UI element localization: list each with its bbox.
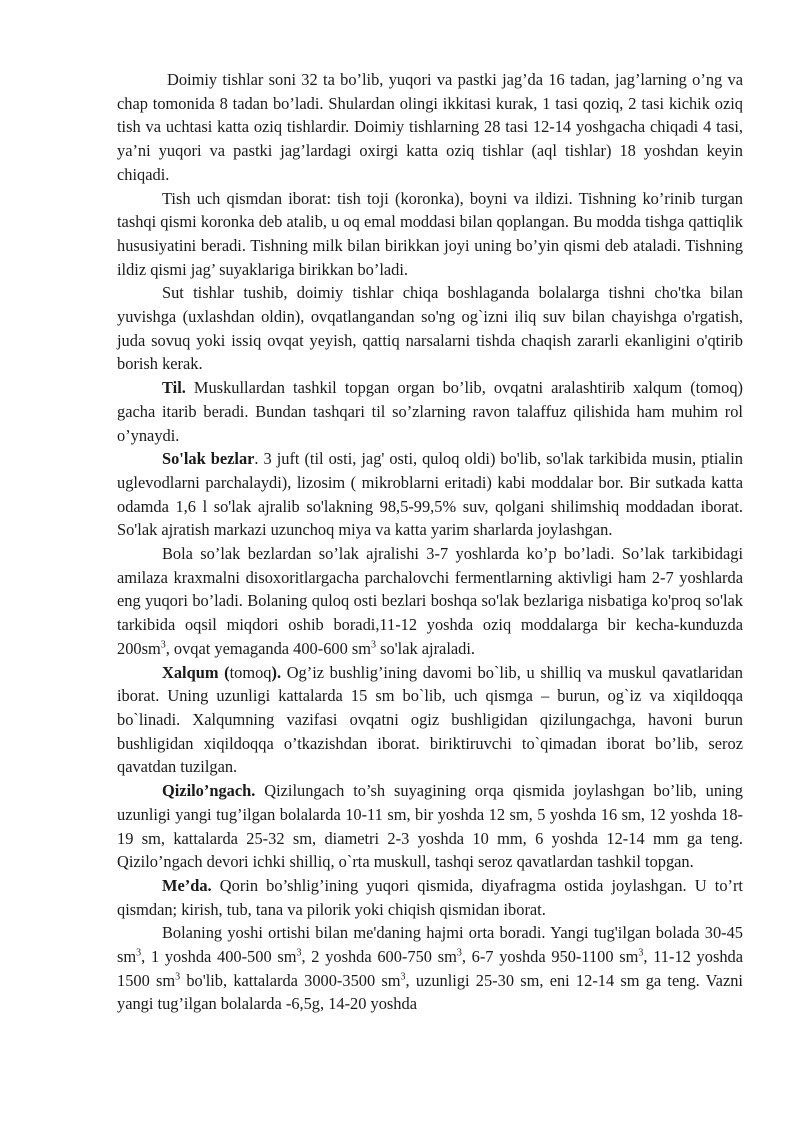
bold-term: Me’da. [162, 875, 212, 895]
paragraph [117, 68, 743, 187]
bold-term: Xalqum ( [162, 662, 230, 682]
text-run: Sut tishlar tushib, doimiy tishlar chiqa boshlaganda bolalarga tishni cho'tka bilan yuvishga (uxlashdan oldin), ovqatlangandan so'ng og`izni iliq suv bilan chayishga o'rgatish, juda sovuq yoki issiq ovqat yeyish, qattiq narsalarni tishda chaqish zararli ekanligini o'qtirib borish kerak. [117, 283, 743, 374]
bold-term: So'lak bezlar [162, 449, 255, 469]
document-page [117, 68, 743, 1016]
bold-term: ). [271, 662, 282, 682]
bold-term: Qizilo’ngach. [162, 781, 256, 801]
superscript: 3 [371, 639, 377, 651]
paragraph [117, 447, 743, 542]
superscript: 3 [638, 947, 644, 959]
paragraph [117, 874, 743, 921]
paragraph [117, 542, 743, 661]
superscript: 3 [175, 971, 181, 983]
text-run: . 3 juft (til osti, jag' osti, quloq oldi) bo'lib, so'lak tarkibida musin, ptialin uglevodlarni parchalaydi), lizosim ( mikroblarni eritadi) kabi moddalar bor. Bir sutkada katta odamda 1,6 l so'lak ajralib so'lakning 98,5-99,5% suv, qolgani shilimshiq moddadan iborat. So'lak ajratish markazi uzunchoq miya va katta yarim sharlarda joylashgan. [117, 449, 743, 540]
text-run: Tish uch qismdan iborat: tish toji (koronka), boyni va ildizi. Tishning ko’rinib turgan tashqi qismi koronka deb atalib, u oq emal moddasi bilan qoplangan. Bu modda tishga qattiqlik hususiyatini beradi. Tishning milk bilan birikkan joyi uning bo’yin qismi deb ataladi. Tishning ildiz qismi jag’ suyaklariga birikkan bo’ladi. [117, 188, 743, 279]
bold-term: Til. [162, 378, 186, 398]
text-run: , 6-7 yoshda 950-1100 sm [461, 947, 639, 967]
superscript: 3 [456, 947, 462, 959]
superscript: 3 [136, 947, 142, 959]
text-run: bo'lib, kattalarda 3000-3500 sm [180, 970, 401, 990]
paragraph [117, 779, 743, 874]
text-run: , 2 yoshda 600-750 sm [301, 947, 457, 967]
text-run: Og’iz bushlig’ining davomi bo`lib, u shilliq va muskul qavatlaridan iborat. Uning uzunligi kattalarda 15 sm bo`lib, uch qismga – burun, og`iz va xiqildoqqa bo`linadi. Xalqumning vazifasi ovqatni ogiz bushligidan qizilungachga, havoni burun bushligidan xiqildoqqa o’tkazishdan iborat. biriktiruvchi to`qimadan iborat bo’lib, seroz qavatdan tuzilgan. [117, 662, 744, 777]
paragraph [117, 376, 743, 447]
text-run: , ovqat yemaganda 400-600 sm [165, 638, 372, 658]
superscript: 3 [160, 639, 166, 651]
text-run: , 1 yoshda 400-500 sm [141, 947, 297, 967]
superscript: 3 [296, 947, 302, 959]
text-run: Qorin bo’shlig’ining yuqori qismida, diyafragma ostida joylashgan. U to’rt qismdan; kirish, tub, tana va pilorik yoki chiqish qismidan iborat. [117, 875, 743, 919]
text-run: Bolaning yoshi ortishi bilan me'daning hajmi orta boradi. Yangi tug'ilgan bolada 30-45 sm [117, 923, 743, 967]
paragraph [117, 661, 743, 780]
text-run: Qizilungach to’sh suyagining orqa qismida joylashgan bo’lib, uning uzunligi yangi tug’ilgan bolalarda 10-11 sm, bir yoshda 12 sm, 5 yoshda 16 sm, 12 yoshda 18-19 sm, kattalarda 25-32 sm, diametri 2-3 yoshda 10 mm, 6 yoshda 12-14 mm ga teng. Qizilo’ngach devori ichki shilliq, o`rta muskull, tashqi seroz qavatlardan tashkil topgan. [117, 781, 743, 872]
text-run: Muskullardan tashkil topgan organ bo’lib, ovqatni aralashtirib xalqum (tomoq) gacha itarib beradi. Bundan tashqari til so’zlarning ravon talaffuz qilishida ham muhim rol o’ynaydi. [117, 378, 743, 445]
superscript: 3 [400, 971, 406, 983]
text-run: , uzunligi 25-30 sm, eni 12-14 sm ga teng. Vazni yangi tug’ilgan bolalarda -6,5g, 14-20 yoshda [117, 970, 743, 1014]
text-run: Bola so’lak bezlardan so’lak ajralishi 3-7 yoshlarda ko’p bo’ladi. So’lak tarkibidagi amilaza kraxmalni disoxoritlargacha parchalovchi fermentlarning aktivligi ham 2-7 yoshlarda eng yuqori bo’ladi. Bolaning quloq osti bezlari boshqa so'lak bezlariga nisbatiga ko'proq so'lak tarkibida oqsil miqdori oshib boradi,11-12 yoshda oziq moddalarga bir kecha-kunduzda 200sm [117, 544, 743, 658]
text-run: , 11-12 yoshda 1500 sm [117, 947, 743, 990]
text-run: Doimiy tishlar soni 32 ta bo’lib, yuqori va pastki jag’da 16 tadan, jag’larning o’ng va chap tomonida 8 tadan bo’ladi. Shulardan olingi ikkitasi kurak, 1 tasi qoziq, 2 tasi kichik oziq tish va uchtasi katta oziq tishlardir. Doimiy tishlarning 28 tasi 12-14 yoshgacha chiqadi 4 tasi, ya’ni yuqori va pastki jag’lardagi oxirgi katta oziq tishlar (aql tishlar) 18 yoshdan keyin chiqadi. [117, 70, 743, 184]
text-run: tomoq [229, 662, 272, 682]
paragraph [117, 187, 743, 282]
paragraph [117, 281, 743, 376]
text-run: so'lak ajraladi. [376, 638, 475, 658]
paragraph [117, 921, 743, 1016]
